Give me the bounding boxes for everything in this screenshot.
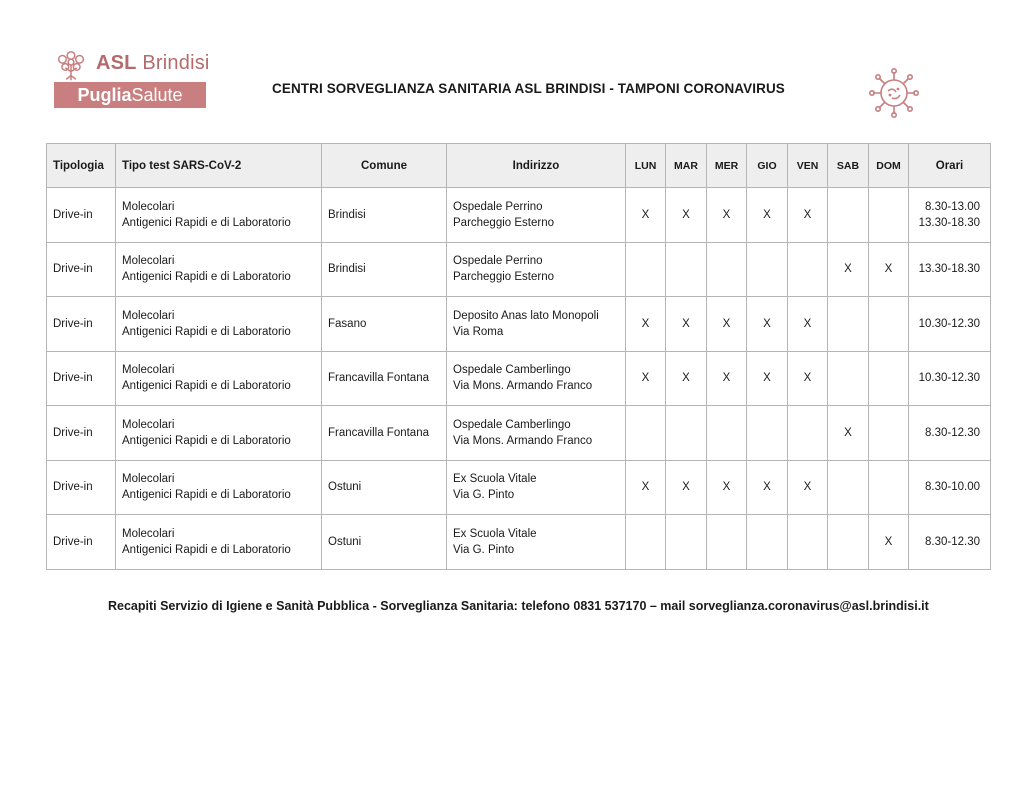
- test-molecolari: Molecolari: [122, 364, 175, 377]
- cell-tipologia: Drive-in: [47, 351, 116, 406]
- address-line-2: Via G. Pinto: [453, 543, 515, 556]
- header-orari: Orari: [909, 144, 991, 188]
- cell-comune: Fasano: [322, 297, 447, 352]
- cell-tipo-test: [116, 297, 322, 352]
- cell-day-gio: [747, 406, 788, 461]
- address-line-1: Ex Scuola Vitale: [453, 473, 537, 486]
- cell-day-sab: [828, 460, 869, 515]
- cell-day-mar: X: [666, 351, 707, 406]
- cell-tipo-test: [116, 460, 322, 515]
- cell-day-ven: X: [788, 297, 828, 352]
- cell-day-dom: [869, 297, 909, 352]
- cell-comune: Ostuni: [322, 460, 447, 515]
- cell-tipologia: Drive-in: [47, 460, 116, 515]
- cell-tipo-test: [116, 242, 322, 297]
- orari-line-1: 13.30-18.30: [918, 263, 980, 276]
- cell-day-sab: [828, 515, 869, 570]
- cell-indirizzo: [447, 297, 626, 352]
- test-molecolari: Molecolari: [122, 418, 175, 431]
- cell-orari: [909, 515, 991, 570]
- cell-day-mar: [666, 242, 707, 297]
- orari-line-1: 8.30-12.30: [925, 426, 980, 439]
- address-line-1: Ospedale Perrino: [453, 255, 543, 268]
- cell-tipologia: Drive-in: [47, 406, 116, 461]
- cell-day-mer: [707, 515, 747, 570]
- cell-comune: Francavilla Fontana: [322, 406, 447, 461]
- cell-day-sab: [828, 188, 869, 243]
- cell-day-lun: X: [626, 460, 666, 515]
- header-day-dom: DOM: [869, 144, 909, 188]
- cell-day-gio: [747, 515, 788, 570]
- cell-day-ven: [788, 515, 828, 570]
- asl-brindisi-logo: [52, 46, 212, 110]
- address-line-2: Parcheggio Esterno: [453, 216, 555, 229]
- cell-day-mar: [666, 515, 707, 570]
- table-row: [47, 297, 991, 352]
- cell-day-lun: [626, 242, 666, 297]
- tree-icon: [52, 46, 90, 84]
- address-line-2: Via Mons. Armando Franco: [453, 380, 593, 393]
- cell-day-mar: X: [666, 297, 707, 352]
- cell-day-ven: [788, 242, 828, 297]
- test-molecolari: Molecolari: [122, 473, 175, 486]
- test-molecolari: Molecolari: [122, 255, 175, 268]
- cell-comune: Brindisi: [322, 188, 447, 243]
- cell-day-lun: [626, 515, 666, 570]
- cell-tipologia: Drive-in: [47, 297, 116, 352]
- cell-orari: [909, 460, 991, 515]
- cell-day-dom: [869, 188, 909, 243]
- header-tipologia: Tipologia: [47, 144, 116, 188]
- test-antigenici: Antigenici Rapidi e di Laboratorio: [122, 380, 291, 393]
- orari-line-1: 10.30-12.30: [918, 317, 980, 330]
- cell-indirizzo: [447, 242, 626, 297]
- header-day-sab: SAB: [828, 144, 869, 188]
- address-line-1: Ospedale Camberlingo: [453, 418, 571, 431]
- table-row: [47, 351, 991, 406]
- cell-day-dom: X: [869, 242, 909, 297]
- header-day-mar: MAR: [666, 144, 707, 188]
- puglia-salute-band: [54, 82, 206, 108]
- cell-tipo-test: [116, 406, 322, 461]
- cell-day-lun: [626, 406, 666, 461]
- cell-day-mer: X: [707, 351, 747, 406]
- address-line-2: Via G. Pinto: [453, 489, 515, 502]
- cell-day-gio: [747, 242, 788, 297]
- cell-day-gio: X: [747, 297, 788, 352]
- test-molecolari: Molecolari: [122, 309, 175, 322]
- cell-indirizzo: [447, 406, 626, 461]
- orari-line-2: 13.30-18.30: [918, 216, 980, 229]
- page-title: CENTRI SORVEGLIANZA SANITARIA ASL BRINDISI - TAMPONI CORONAVIRUS: [272, 81, 785, 96]
- header-day-ven: VEN: [788, 144, 828, 188]
- cell-indirizzo: [447, 515, 626, 570]
- cell-day-mer: X: [707, 297, 747, 352]
- orari-line-1: 8.30-12.30: [925, 535, 980, 548]
- test-antigenici: Antigenici Rapidi e di Laboratorio: [122, 489, 291, 502]
- cell-tipologia: Drive-in: [47, 188, 116, 243]
- address-line-1: Ex Scuola Vitale: [453, 527, 537, 540]
- cell-day-sab: X: [828, 406, 869, 461]
- cell-day-mar: X: [666, 460, 707, 515]
- header-tipo-test: Tipo test SARS-CoV-2: [116, 144, 322, 188]
- table-row: [47, 406, 991, 461]
- table-row: [47, 515, 991, 570]
- cell-day-mer: X: [707, 188, 747, 243]
- cell-day-sab: [828, 297, 869, 352]
- cell-day-dom: [869, 460, 909, 515]
- cell-day-mar: [666, 406, 707, 461]
- cell-day-ven: X: [788, 188, 828, 243]
- header-day-lun: LUN: [626, 144, 666, 188]
- test-antigenici: Antigenici Rapidi e di Laboratorio: [122, 216, 291, 229]
- cell-orari: [909, 351, 991, 406]
- test-antigenici: Antigenici Rapidi e di Laboratorio: [122, 543, 291, 556]
- address-line-1: Deposito Anas lato Monopoli: [453, 309, 599, 322]
- cell-day-sab: [828, 351, 869, 406]
- cell-day-mar: X: [666, 188, 707, 243]
- band-salute: Salute: [131, 85, 183, 105]
- centers-table: [46, 143, 991, 570]
- cell-tipologia: Drive-in: [47, 242, 116, 297]
- table-row: [47, 188, 991, 243]
- cell-comune: Brindisi: [322, 242, 447, 297]
- band-puglia: Puglia: [77, 85, 132, 105]
- header-day-mer: MER: [707, 144, 747, 188]
- test-antigenici: Antigenici Rapidi e di Laboratorio: [122, 325, 291, 338]
- cell-indirizzo: [447, 460, 626, 515]
- address-line-1: Ospedale Camberlingo: [453, 364, 571, 377]
- cell-day-sab: X: [828, 242, 869, 297]
- cell-orari: [909, 242, 991, 297]
- contacts-footer: Recapiti Servizio di Igiene e Sanità Pubblica - Sorveglianza Sanitaria: telefono 0831 537170 – mail sorveglianza.coronavirus@asl.brindisi.it: [108, 599, 929, 613]
- cell-day-ven: X: [788, 351, 828, 406]
- cell-comune: Ostuni: [322, 515, 447, 570]
- cell-tipologia: Drive-in: [47, 515, 116, 570]
- cell-day-gio: X: [747, 351, 788, 406]
- cell-day-mer: [707, 406, 747, 461]
- test-molecolari: Molecolari: [122, 527, 175, 540]
- logo-asl-text: [96, 52, 210, 75]
- logo-asl-prefix: ASL: [96, 52, 137, 74]
- address-line-2: Via Roma: [453, 325, 504, 338]
- table-row: [47, 242, 991, 297]
- cell-day-dom: [869, 406, 909, 461]
- cell-day-dom: X: [869, 515, 909, 570]
- cell-indirizzo: [447, 351, 626, 406]
- coronavirus-icon: [866, 67, 922, 119]
- test-antigenici: Antigenici Rapidi e di Laboratorio: [122, 434, 291, 447]
- orari-line-1: 10.30-12.30: [918, 372, 980, 385]
- cell-tipo-test: [116, 515, 322, 570]
- cell-day-lun: X: [626, 351, 666, 406]
- test-antigenici: Antigenici Rapidi e di Laboratorio: [122, 271, 291, 284]
- cell-day-ven: X: [788, 460, 828, 515]
- table-row: [47, 460, 991, 515]
- cell-day-gio: X: [747, 188, 788, 243]
- cell-tipo-test: [116, 188, 322, 243]
- header-comune: Comune: [322, 144, 447, 188]
- test-molecolari: Molecolari: [122, 200, 175, 213]
- cell-day-ven: [788, 406, 828, 461]
- table-header-row: [47, 144, 991, 188]
- logo-asl-name: Brindisi: [142, 52, 210, 74]
- orari-line-1: 8.30-10.00: [925, 481, 980, 494]
- cell-comune: Francavilla Fontana: [322, 351, 447, 406]
- cell-day-mer: [707, 242, 747, 297]
- cell-indirizzo: [447, 188, 626, 243]
- address-line-1: Ospedale Perrino: [453, 200, 543, 213]
- header-day-gio: GIO: [747, 144, 788, 188]
- cell-day-lun: X: [626, 188, 666, 243]
- address-line-2: Parcheggio Esterno: [453, 271, 555, 284]
- cell-orari: [909, 297, 991, 352]
- orari-line-1: 8.30-13.00: [925, 200, 980, 213]
- address-line-2: Via Mons. Armando Franco: [453, 434, 593, 447]
- cell-orari: [909, 188, 991, 243]
- cell-day-mer: X: [707, 460, 747, 515]
- cell-day-gio: X: [747, 460, 788, 515]
- header-indirizzo: Indirizzo: [447, 144, 626, 188]
- cell-tipo-test: [116, 351, 322, 406]
- cell-day-dom: [869, 351, 909, 406]
- cell-day-lun: X: [626, 297, 666, 352]
- cell-orari: [909, 406, 991, 461]
